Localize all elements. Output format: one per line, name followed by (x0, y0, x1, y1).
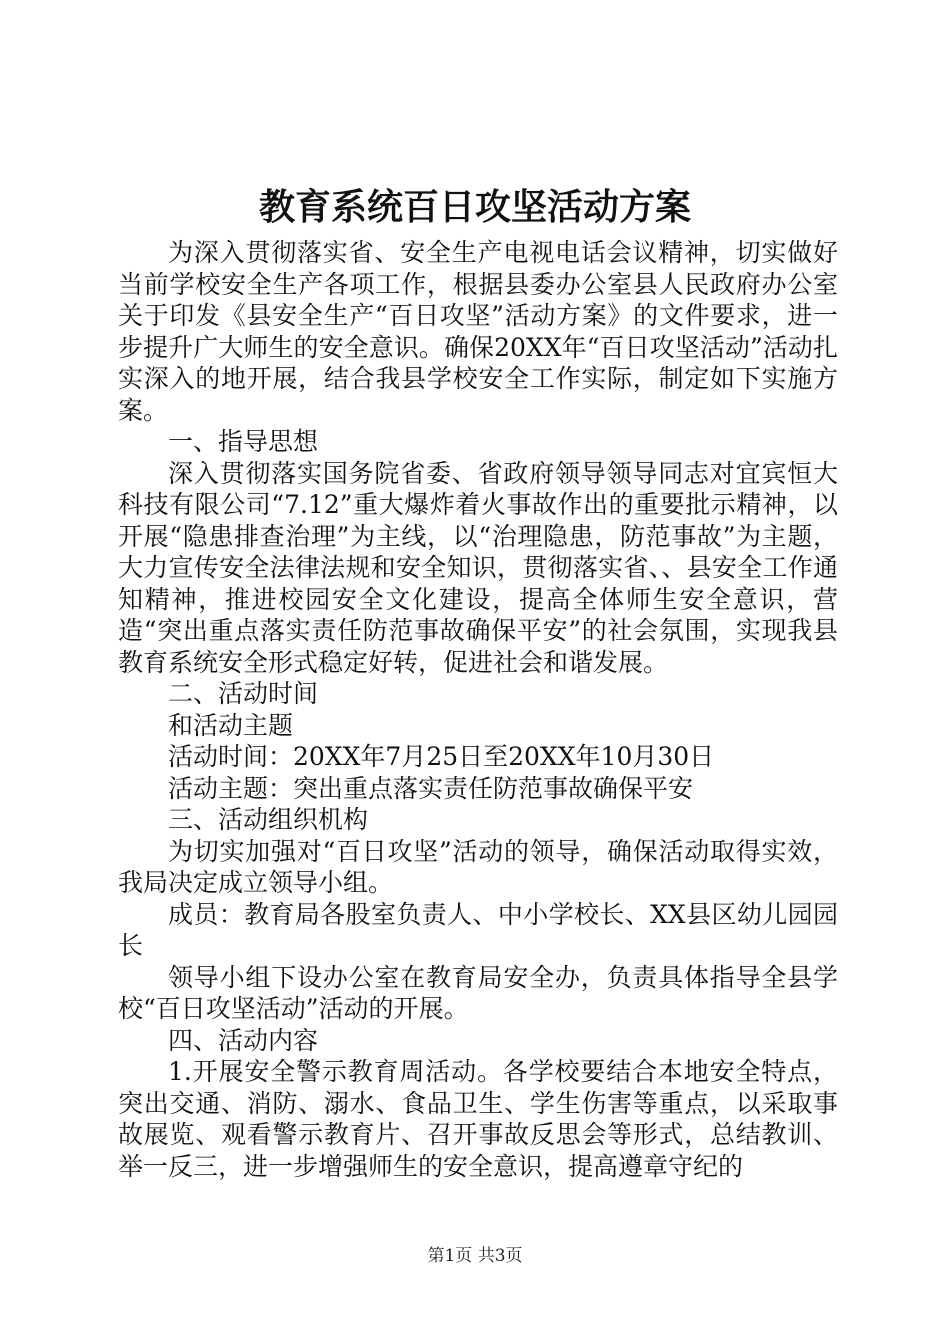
page-footer: 第1页 共3页 (427, 1246, 523, 1266)
section-heading-activity-content: 四、活动内容 (168, 1025, 319, 1055)
document-title: 教育系统百日攻坚活动方案 (258, 187, 691, 228)
guiding-thought-paragraph: 深入贯彻落实国务院省委、省政府领导领导同志对宜宾恒大科技有限公司“7.12”重大爆炸着火事故作出的重要批示精神，以开展“隐患排查治理”为主线，以“治理隐患，防范事故”为主题，大力宣传安全法律法规和安全知识，贯彻落实省、、县安全工作通知精神，推进校园安全文化建设，提高全体师生安全意识，营造“突出重点落实责任防范事故确保平安”的社会氛围，实现我县教育系统安全形式稳定好转，促进社会和谐发展。 (118, 458, 838, 677)
activity-theme-detail-line: 活动主题：突出重点落实责任防范事故确保平安 (168, 773, 694, 803)
activity-content-paragraph: 1.开展安全警示教育周活动。各学校要结合本地安全特点，突出交通、消防、溺水、食品卫生、学生伤害等重点，以采取事故展览、观看警示教育片、召开事故反思会等形式，总结教训、举一反三，进一步增强师生的安全意识，提高遵章守纪的 (118, 1057, 838, 1181)
members-paragraph: 成员：教育局各股室负责人、中小学校长、XX县区幼儿园园长 (118, 899, 838, 960)
organization-paragraph: 为切实加强对“百日攻坚”活动的领导，确保活动取得实效，我局决定成立领导小组。 (118, 836, 838, 897)
section-heading-guiding-thought: 一、指导思想 (168, 427, 319, 456)
activity-theme-line: 和活动主题 (168, 710, 294, 740)
intro-paragraph: 为深入贯彻落实省、安全生产电视电话会议精神，切实做好当前学校安全生产各项工作，根据县委办公室县人民政府办公室关于印发《县安全生产“百日攻坚”活动方案》的文件要求，进一步提升广大师生的安全意识。确保20XX年“百日攻坚活动”活动扎实深入的地开展，结合我县学校安全工作实际，制定如下实施方案。 (118, 238, 838, 425)
document-body (118, 237, 838, 1182)
office-paragraph: 领导小组下设办公室在教育局安全办，负责具体指导全县学校“百日攻坚活动”活动的开展。 (118, 962, 838, 1023)
section-heading-organization: 三、活动组织机构 (168, 805, 369, 834)
activity-time-line: 活动时间：20XX年7月25日至20XX年10月30日 (168, 742, 715, 771)
section-heading-activity-time: 二、活动时间 (168, 679, 319, 708)
